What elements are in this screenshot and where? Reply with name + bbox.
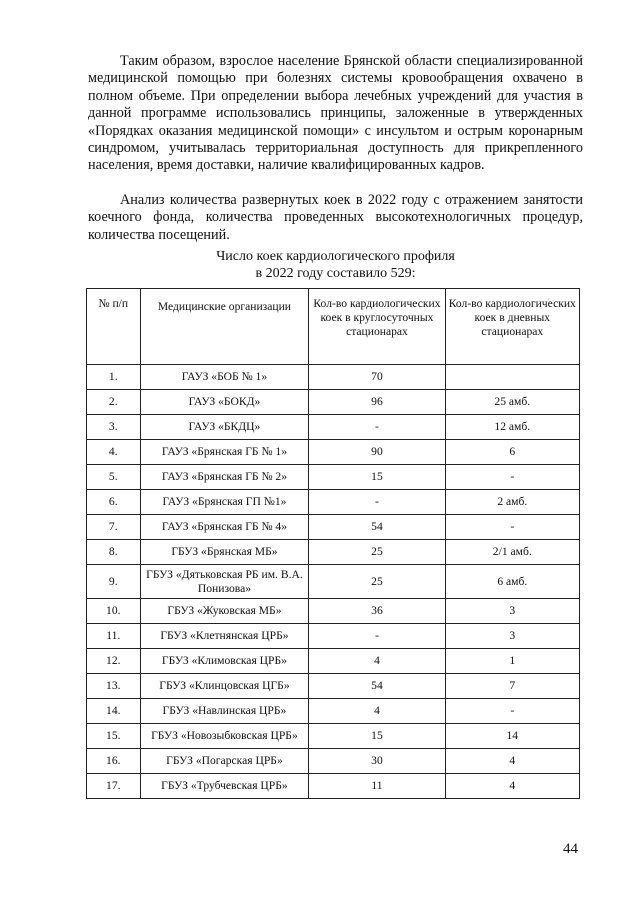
page-number: 44 [563,841,578,857]
cell-day-beds: - [445,515,579,540]
cell-organization: ГБУЗ «Клинцовская ЦГБ» [140,674,309,699]
header-num: № п/п [87,289,141,365]
table-header-row [87,289,580,365]
cell-day-beds: 4 [445,774,579,799]
cardiology-beds-table [86,288,580,799]
cell-organization: ГАУЗ «БКДЦ» [140,415,309,440]
table-row [87,674,580,699]
cell-organization: ГБУЗ «Погарская ЦРБ» [140,749,309,774]
cell-round-clock-beds: 15 [309,465,445,490]
cell-num: 7. [87,515,141,540]
table-row [87,415,580,440]
table-caption [88,248,583,282]
cell-round-clock-beds: 54 [309,515,445,540]
header-organization: Медицинские организации [140,289,309,365]
cell-day-beds: 6 [445,440,579,465]
cell-day-beds: 7 [445,674,579,699]
cell-day-beds: 4 [445,749,579,774]
cell-day-beds: 12 амб. [445,415,579,440]
table-row [87,515,580,540]
cell-organization: ГАУЗ «Брянская ГП №1» [140,490,309,515]
cell-day-beds: 2 амб. [445,490,579,515]
cell-round-clock-beds: 90 [309,440,445,465]
cell-organization: ГБУЗ «Навлинская ЦРБ» [140,699,309,724]
cell-organization: ГАУЗ «БОБ № 1» [140,365,309,390]
cell-organization: ГБУЗ «Трубчевская ЦРБ» [140,774,309,799]
caption-line-1: Число коек кардиологического профиля [216,249,455,264]
cell-day-beds: 3 [445,624,579,649]
cell-round-clock-beds: 54 [309,674,445,699]
cell-organization: ГБУЗ «Климовская ЦРБ» [140,649,309,674]
cell-num: 10. [87,599,141,624]
caption-line-2: в 2022 году составило 529: [255,266,416,281]
cell-num: 12. [87,649,141,674]
cell-round-clock-beds: - [309,415,445,440]
table-row [87,565,580,599]
cell-num: 16. [87,749,141,774]
cell-day-beds: - [445,699,579,724]
cell-round-clock-beds: 4 [309,699,445,724]
paragraph-analysis: Анализ количества развернутых коек в 2022 году с отражением занятости коечного фонда, количества проведенных высокотехнологичных процедур, количества посещений. [88,192,583,243]
cell-num: 17. [87,774,141,799]
cell-organization: ГБУЗ «Клетнянская ЦРБ» [140,624,309,649]
cell-day-beds: 6 амб. [445,565,579,599]
cell-organization: ГБУЗ «Жуковская МБ» [140,599,309,624]
table-row [87,465,580,490]
header-round-clock-beds: Кол-во кардиологических коек в круглосуточных стационарах [309,289,445,365]
cell-num: 14. [87,699,141,724]
cell-day-beds: 3 [445,599,579,624]
cell-round-clock-beds: 36 [309,599,445,624]
cell-round-clock-beds: 25 [309,540,445,565]
cell-round-clock-beds: 25 [309,565,445,599]
cell-round-clock-beds: 96 [309,390,445,415]
cell-round-clock-beds: 30 [309,749,445,774]
table-row [87,365,580,390]
header-day-beds: Кол-во кардиологических коек в дневных стационарах [445,289,579,365]
cell-num: 5. [87,465,141,490]
cell-num: 9. [87,565,141,599]
cell-day-beds [445,365,579,390]
cell-organization: ГАУЗ «Брянская ГБ № 1» [140,440,309,465]
cell-round-clock-beds: - [309,624,445,649]
cell-day-beds: 14 [445,724,579,749]
cell-num: 4. [87,440,141,465]
table-row [87,540,580,565]
cell-day-beds: 25 амб. [445,390,579,415]
cell-day-beds: - [445,465,579,490]
cell-organization: ГАУЗ «БОКД» [140,390,309,415]
cell-num: 15. [87,724,141,749]
cell-day-beds: 1 [445,649,579,674]
cell-num: 11. [87,624,141,649]
cell-num: 3. [87,415,141,440]
table-row [87,390,580,415]
cell-num: 8. [87,540,141,565]
cell-organization: ГАУЗ «Брянская ГБ № 2» [140,465,309,490]
cell-num: 6. [87,490,141,515]
cell-round-clock-beds: - [309,490,445,515]
cell-round-clock-beds: 11 [309,774,445,799]
cell-num: 13. [87,674,141,699]
table-row [87,699,580,724]
table-row [87,774,580,799]
table-row [87,649,580,674]
cell-num: 2. [87,390,141,415]
cell-round-clock-beds: 15 [309,724,445,749]
paragraph-coverage: Таким образом, взрослое население Брянской области специализированной медицинской помощью при болезнях системы кровообращения охвачено в полном объеме. При определении выбора лечебных учреждений для участия в данной программе использовались принципы, заложенные в утвержденных «Порядках оказания медицинской помощи» с инсультом и острым коронарным синдромом, учитывалась территориальная доступность для прикрепленного населения, время доставки, наличие квалифицированных кадров. [88,53,583,174]
table-row [87,624,580,649]
cell-num: 1. [87,365,141,390]
table-row [87,724,580,749]
cell-round-clock-beds: 4 [309,649,445,674]
table-row [87,490,580,515]
cell-organization: ГБУЗ «Брянская МБ» [140,540,309,565]
cell-round-clock-beds: 70 [309,365,445,390]
cell-day-beds: 2/1 амб. [445,540,579,565]
cell-organization: ГБУЗ «Дятьковская РБ им. В.А. Понизова» [140,565,309,599]
cell-organization: ГБУЗ «Новозыбковская ЦРБ» [140,724,309,749]
table-row [87,440,580,465]
table-row [87,749,580,774]
cell-organization: ГАУЗ «Брянская ГБ № 4» [140,515,309,540]
table-row [87,599,580,624]
